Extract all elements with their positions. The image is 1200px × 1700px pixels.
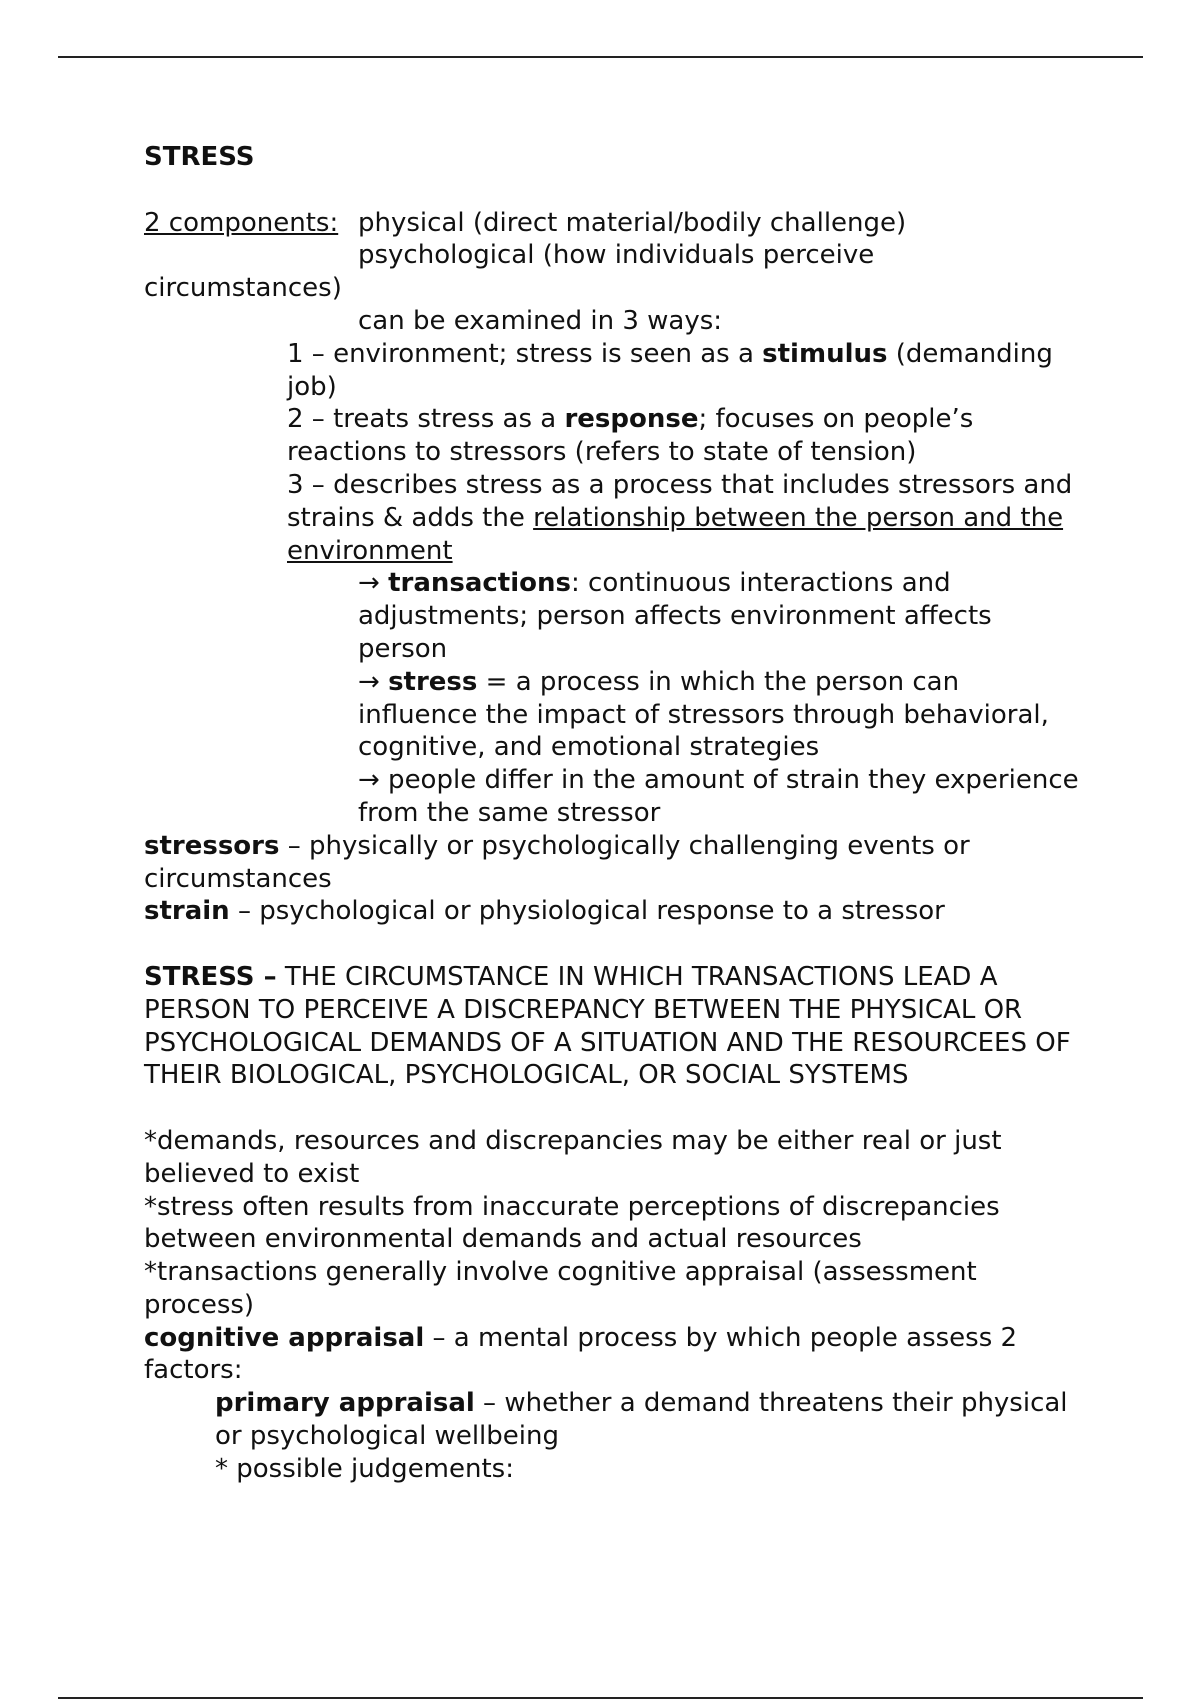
document-body xyxy=(144,141,1084,1486)
stress-definition: STRESS – THE CIRCUMSTANCE IN WHICH TRANSACTIONS LEAD A PERSON TO PERCEIVE A DISCREPANCY BETWEEN THE PHYSICAL OR PSYCHOLOGICAL DEMANDS OF A SITUATION AND THE RESOURCEES OF THEIR BIOLOGICAL, PSYCHOLOGICAL, OR SOCIAL SYSTEMS xyxy=(144,961,1071,1091)
transactions-point: → transactions: continuous interactions and adjustments; person affects environment affects person xyxy=(358,568,992,664)
stress-point: → stress = a process in which the person can influence the impact of stressors through behavioral, cognitive, and emotional strategies xyxy=(358,666,1049,763)
strain-def: strain – psychological or physiological response to a stressor xyxy=(144,896,945,927)
way-3: 3 – describes stress as a process that includes stressors and strains & adds the relationship between the person and the environment xyxy=(287,469,1073,566)
comp-psych-line: psychological (how individuals perceive xyxy=(358,240,875,271)
bottom-rule xyxy=(58,1697,1143,1699)
arrow-icon: → xyxy=(358,666,380,697)
components-line xyxy=(144,207,1084,240)
people-differ-point: → people differ in the amount of strain they experience from the same stressor xyxy=(358,765,1079,828)
comp-physical: physical (direct material/bodily challenge) xyxy=(358,207,907,238)
page-title: STRESS xyxy=(144,142,255,172)
note-1: *demands, resources and discrepancies may be either real or just believed to exist xyxy=(144,1125,1002,1189)
cognitive-appraisal-def: cognitive appraisal – a mental process by which people assess 2 factors: xyxy=(144,1322,1018,1386)
top-rule xyxy=(58,56,1143,58)
primary-appraisal-def: primary appraisal – whether a demand threatens their physical or psychological wellbeing xyxy=(215,1388,1068,1452)
arrow-icon: → xyxy=(358,568,380,599)
arrow-icon: → xyxy=(358,765,380,796)
possible-judgements: * possible judgements: xyxy=(215,1453,514,1484)
components-label: 2 components: xyxy=(144,207,339,238)
examined-line: can be examined in 3 ways: xyxy=(358,305,723,336)
comp-psych-cont: circumstances) xyxy=(144,273,342,304)
stressors-def: stressors – physically or psychologically challenging events or circumstances xyxy=(144,830,970,894)
way-2: 2 – treats stress as a response; focuses on people’s reactions to stressors (refers to state of tension) xyxy=(287,404,974,468)
note-2: *stress often results from inaccurate perceptions of discrepancies between environmental demands and actual resources xyxy=(144,1191,1000,1255)
way-1: 1 – environment; stress is seen as a stimulus (demanding job) xyxy=(287,338,1053,402)
note-3: *transactions generally involve cognitive appraisal (assessment process) xyxy=(144,1257,977,1320)
